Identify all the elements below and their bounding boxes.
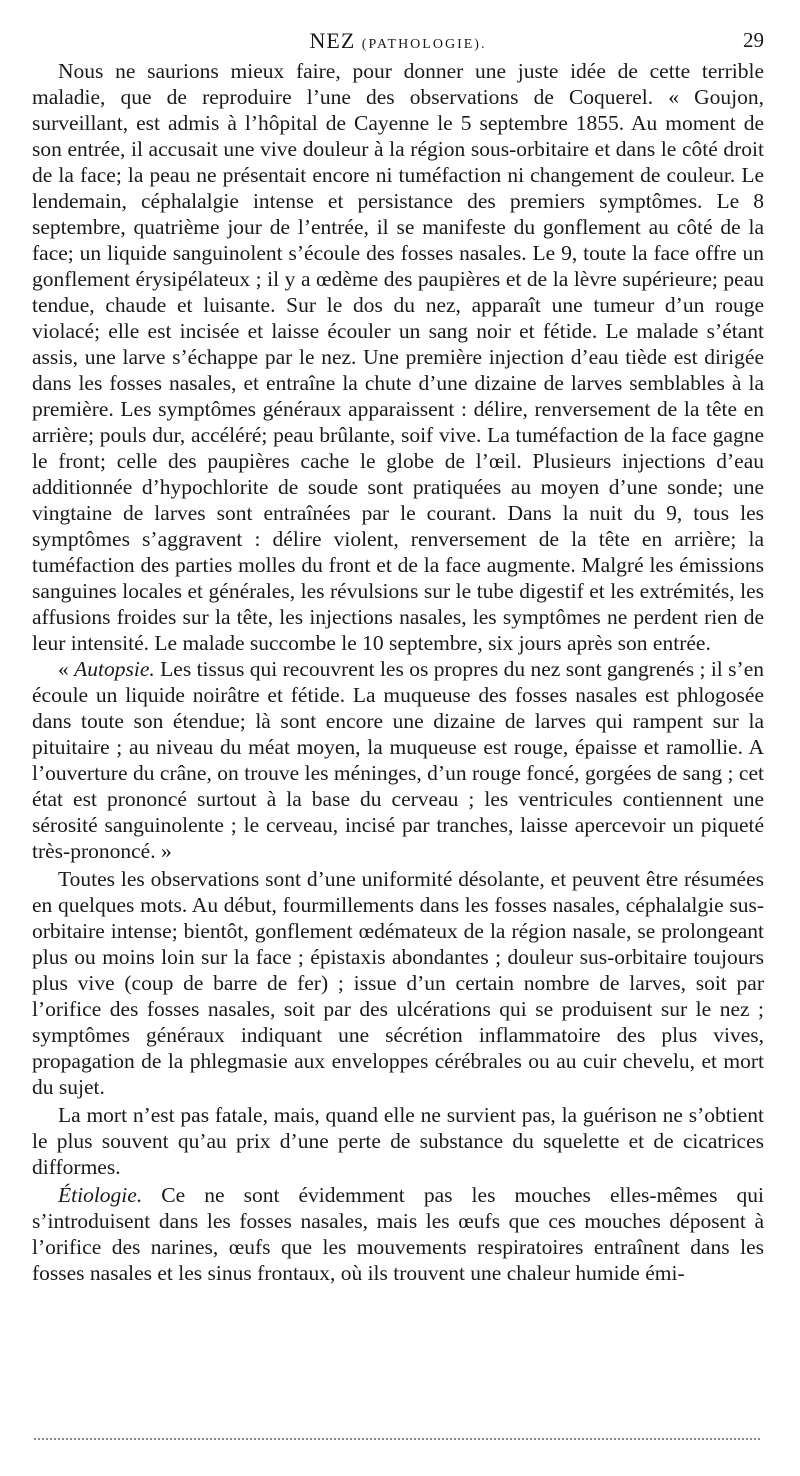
running-head	[32, 22, 764, 58]
running-title-main: NEZ	[309, 28, 356, 53]
section-label-autopsie: Autopsie.	[74, 657, 155, 681]
book-page	[32, 22, 764, 1286]
paragraph-summary	[32, 866, 764, 1100]
paragraph-prognosis	[32, 1102, 764, 1180]
paragraph-text: La mort n’est pas fatale, mais, quand elle ne survient pas, la guérison ne s’obtient le plus souvent qu’au prix d’une perte de substance du squelette et de cicatrices difformes.	[32, 1103, 764, 1179]
page-number: 29	[743, 28, 764, 52]
body-text	[32, 58, 764, 1286]
bottom-dotted-rule	[34, 1438, 760, 1440]
paragraph-observation	[32, 58, 764, 656]
paragraph-text: Les tissus qui recouvrent les os propres du nez sont gangrenés ; il s’en écoule un liquide noirâtre et fétide. La muqueuse des fosses nasales est phlogosée dans toute son étendue; là sont encore une dizaine de larves qui rampent sur la pituitaire ; au niveau du méat moyen, la muqueuse est rouge, épaisse et ramollie. A l’ouverture du crâne, on trouve les méninges, d’un rouge foncé, gorgées de sang ; cet état est prononcé surtout à la base du cerveau ; les ventricules contiennent une sérosité sanguinolente ; le cerveau, incisé par tranches, laisse apercevoir un piqueté très-prononcé. »	[32, 657, 764, 863]
section-label-etiologie: Étiologie.	[58, 1183, 143, 1207]
paragraph-etiologie	[32, 1182, 764, 1286]
paragraph-text: Nous ne saurions mieux faire, pour donner une juste idée de cette terrible maladie, que de reproduire l’une des observations de Coquerel. « Goujon, surveillant, est admis à l’hôpital de Cayenne le 5 septembre 1855. Au moment de son entrée, il accusait une vive douleur à la région sous-orbitaire et dans le côté droit de la face; la peau ne présentait encore ni tuméfaction ni changement de couleur. Le lendemain, céphalalgie intense et persistance des premiers symptômes. Le 8 septembre, quatrième jour de l’entrée, il se manifeste du gonflement au côté de la face; un liquide sanguinolent s’écoule des fosses nasales. Le 9, toute la face offre un gonflement érysipélateux ; il y a œdème des paupières et de la lèvre supérieure; peau tendue, chaude et luisante. Sur le dos du nez, apparaît une tumeur d’un rouge violacé; elle est incisée et laisse écouler un sang noir et fétide. Le malade s’étant assis, une larve s’échappe par le nez. Une première injection d’eau tiède est dirigée dans les fosses nasales, et entraîne la chute d’une dizaine de larves semblables à la première. Les symptômes généraux apparaissent : délire, renversement de la tête en arrière; pouls dur, accéléré; peau brûlante, soif vive. La tuméfaction de la face gagne le front; celle des paupières cache le globe de l’œil. Plusieurs injections d’eau additionnée d’hypochlorite de soude sont pratiquées au moyen d’une sonde; une vingtaine de larves sont entraînées par le courant. Dans la nuit du 9, tous les symptômes s’aggravent : délire violent, renversement de la tête en arrière; la tuméfaction des parties molles du front et de la face augmente. Malgré les émissions sanguines locales et générales, les révulsions sur le tube digestif et les extrémités, les affusions froides sur la tête, les injections nasales, les symptômes ne perdent rien de leur intensité. Le malade succombe le 10 septembre, six jours après son entrée.	[32, 59, 764, 655]
running-title-subject: (PATHOLOGIE).	[361, 37, 487, 52]
paragraph-text: Toutes les observations sont d’une uniformité désolante, et peuvent être résumées en quelques mots. Au début, fourmillements dans les fosses nasales, céphalalgie sus-orbitaire intense; bientôt, gonflement œdémateux de la région nasale, se prolongeant plus ou moins loin sur la face ; épistaxis abondantes ; douleur sus-orbitaire toujours plus vive (coup de barre de fer) ; issue d’un certain nombre de larves, soit par l’orifice des fosses nasales, soit par des ulcérations qui se produisent sur le nez ; symptômes généraux indiquant une sécrétion inflammatoire des plus vives, propagation de la phlegmasie aux enveloppes cérébrales ou au cuir chevelu, et mort du sujet.	[32, 867, 764, 1099]
running-title	[32, 28, 764, 54]
paragraph-autopsie	[32, 656, 764, 864]
paragraph-text: Ce ne sont évidemment pas les mouches elles-mêmes qui s’introduisent dans les fosses nasales, mais les œufs que ces mouches déposent à l’orifice des narines, œufs que les mouvements respiratoires entraînent dans les fosses nasales et les sinus frontaux, où ils trouvent une chaleur humide émi-	[32, 1183, 764, 1285]
paragraph-quote-mark: «	[58, 657, 75, 681]
